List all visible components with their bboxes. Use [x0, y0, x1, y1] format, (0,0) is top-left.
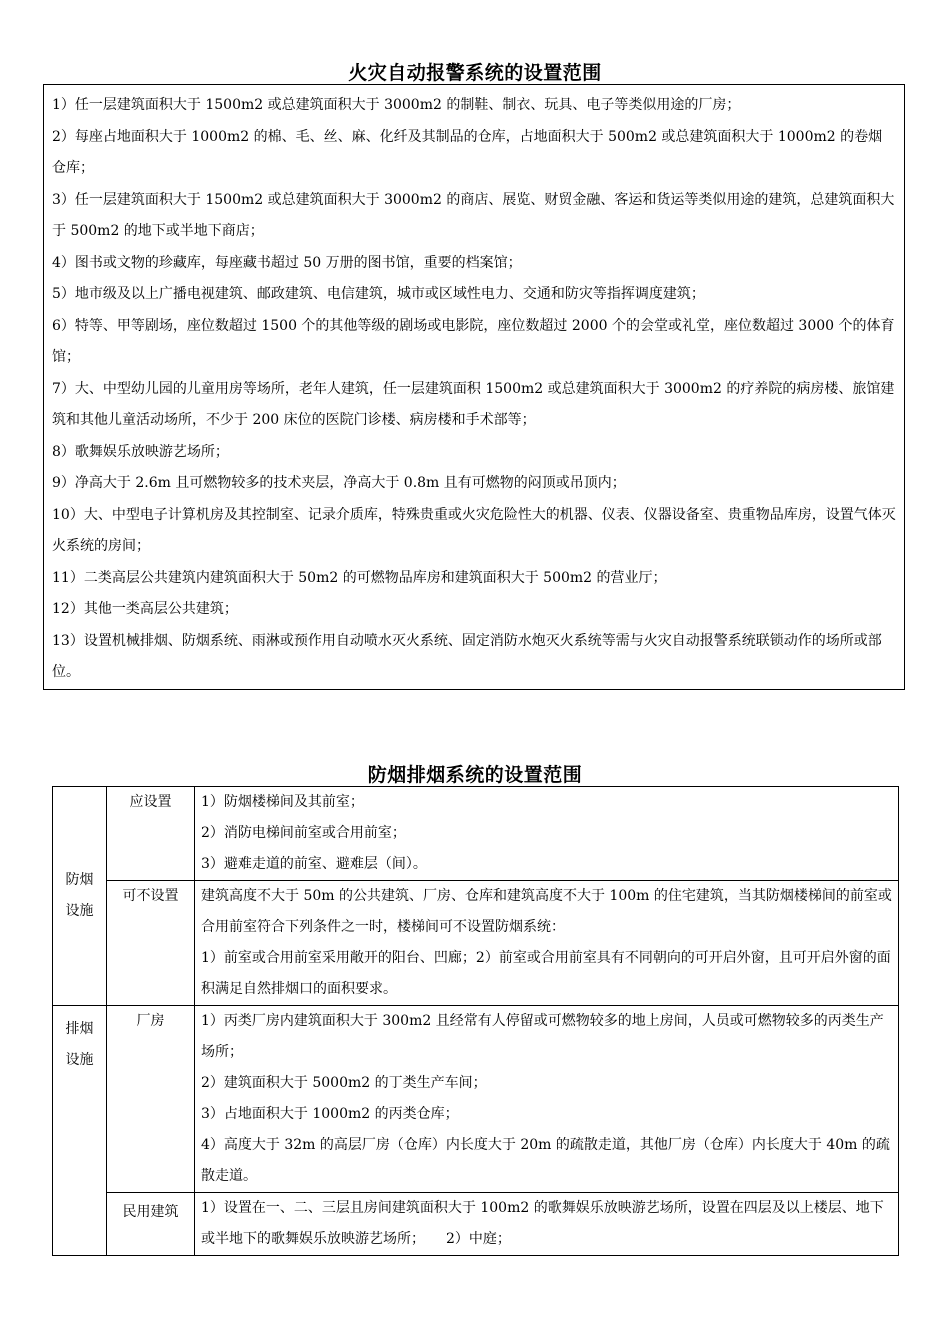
content-cell: [195, 787, 899, 881]
content-line: 建筑高度不大于 50m 的公共建筑、厂房、仓库和建筑高度不大于 100m 的住宅建筑，当其防烟楼梯间的前室或合用前室符合下列条件之一时，楼梯间可不设置防烟系统：: [201, 888, 892, 935]
content-cell: [195, 1193, 899, 1256]
smoke-control-title: 防烟排烟系统的设置范围: [367, 764, 583, 786]
fire-alarm-item: 9）净高大于 2.6m 且可燃物较多的技术夹层，净高大于 0.8m 且有可燃物的闷顶或吊顶内；: [52, 475, 626, 491]
content-line: 1）防烟楼梯间及其前室；: [201, 794, 364, 810]
fire-alarm-item: 3）任一层建筑面积大于 1500m2 或总建筑面积大于 3000m2 的商店、展览、财贸金融、客运和货运等类似用途的建筑，总建筑面积大于 500m2 的地下或半地下商店；: [52, 191, 895, 239]
fire-alarm-item: 4）图书或文物的珍藏库，每座藏书超过 50 万册的图书馆，重要的档案馆；: [52, 254, 522, 271]
content-line: 3）占地面积大于 1000m2 的丙类仓库；: [201, 1106, 459, 1122]
subcategory-cell: 可不设置: [107, 881, 195, 1006]
content-cell: [195, 881, 899, 1006]
fire-alarm-title: 火灾自动报警系统的设置范围: [348, 62, 602, 84]
table-row: [53, 1193, 899, 1256]
fire-alarm-scope-box: [43, 84, 905, 690]
content-line: 1）丙类厂房内建筑面积大于 300m2 且经常有人停留或可燃物较多的地上房间，人员或可燃物较多的丙类生产场所；: [201, 1013, 884, 1060]
table-row: [53, 881, 899, 1006]
content-line: 3）避难走道的前室、避难层（间）。: [201, 856, 427, 872]
subcategory-cell: 应设置: [107, 787, 195, 881]
fire-alarm-item: 10）大、中型电子计算机房及其控制室、记录介质库，特殊贵重或火灾危险性大的机器、仪表、仪器设备室、贵重物品库房，设置气体灭火系统的房间；: [52, 506, 896, 554]
category-cell-smoke-prevention: 防烟设施: [53, 787, 107, 1006]
content-line: 2）消防电梯间前室或合用前室；: [201, 825, 406, 841]
content-line: 1）设置在一、二、三层且房间建筑面积大于 100m2 的歌舞娱乐放映游艺场所，设置在四层及以上楼层、地下或半地下的歌舞娱乐放映游艺场所； 2）中庭；: [201, 1200, 884, 1247]
category-cell-smoke-exhaust: 排烟设施: [53, 1006, 107, 1256]
content-line: 2）建筑面积大于 5000m2 的丁类生产车间；: [201, 1075, 487, 1091]
subcategory-cell: 民用建筑: [107, 1193, 195, 1256]
fire-alarm-item: 12）其他一类高层公共建筑；: [52, 601, 238, 617]
smoke-control-table: [52, 786, 899, 1256]
content-cell: [195, 1006, 899, 1193]
subcategory-cell: 厂房: [107, 1006, 195, 1193]
fire-alarm-item: 6）特等、甲等剧场，座位数超过 1500 个的其他等级的剧场或电影院，座位数超过 2000 个的会堂或礼堂，座位数超过 3000 个的体育馆；: [52, 317, 895, 365]
fire-alarm-item: 2）每座占地面积大于 1000m2 的棉、毛、丝、麻、化纤及其制品的仓库，占地面积大于 500m2 或总建筑面积大于 1000m2 的卷烟仓库；: [52, 128, 883, 176]
content-line: 4）高度大于 32m 的高层厂房（仓库）内长度大于 20m 的疏散走道，其他厂房（仓库）内长度大于 40m 的疏散走道。: [201, 1137, 890, 1184]
fire-alarm-item: 7）大、中型幼儿园的儿童用房等场所，老年人建筑，任一层建筑面积 1500m2 或总建筑面积大于 3000m2 的疗养院的病房楼、旅馆建筑和其他儿童活动场所，不少于 200 床位的医院门诊楼、病房楼和手术部等；: [52, 380, 895, 428]
fire-alarm-item: 1）任一层建筑面积大于 1500m2 或总建筑面积大于 3000m2 的制鞋、制衣、玩具、电子等类似用途的厂房；: [52, 97, 741, 113]
fire-alarm-item: 11）二类高层公共建筑内建筑面积大于 50m2 的可燃物品库房和建筑面积大于 500m2 的营业厅；: [52, 569, 667, 586]
table-row: [53, 1006, 899, 1193]
fire-alarm-item: 8）歌舞娱乐放映游艺场所；: [52, 443, 229, 460]
table-row: [53, 787, 899, 881]
fire-alarm-item: 5）地市级及以上广播电视建筑、邮政建筑、电信建筑，城市或区域性电力、交通和防灾等指挥调度建筑；: [52, 286, 705, 302]
content-line: 1）前室或合用前室采用敞开的阳台、凹廊；2）前室或合用前室具有不同朝向的可开启外窗，且可开启外窗的面积满足自然排烟口的面积要求。: [201, 950, 891, 997]
fire-alarm-item: 13）设置机械排烟、防烟系统、雨淋或预作用自动喷水灭火系统、固定消防水炮灭火系统等需与火灾自动报警系统联锁动作的场所或部位。: [52, 632, 882, 680]
